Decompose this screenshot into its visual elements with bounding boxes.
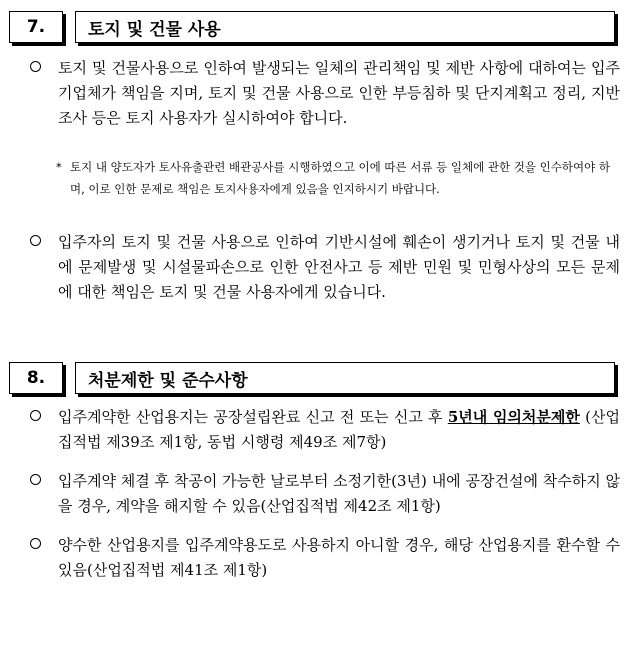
section-7-title: 토지 및 건물 사용 <box>75 11 615 43</box>
section-8-item-3-text: 양수한 산업용지를 입주계약용도로 사용하지 아니할 경우, 해당 산업용지를 환수할 수 있음(산업집적법 제41조 제1항) <box>58 536 620 579</box>
section-8-item-2 <box>30 469 620 519</box>
section-8-item-1-emphasis: 5년내 임의처분제한 <box>447 408 580 426</box>
section-7-item-2 <box>30 230 620 305</box>
asterisk-icon: * <box>56 160 62 174</box>
circle-bullet-icon <box>30 61 41 72</box>
section-7-note-text: 토지 내 양도자가 토사유출관련 배관공사를 시행하였으고 이에 따른 서류 등 일체에 관한 것을 인수하여야 하며, 이로 인한 문제로 책임은 토지사용자에게 있음을 인지하시기 바랍니다. <box>70 160 610 196</box>
section-8-item-1-text <box>58 405 620 455</box>
section-7-item-1-text: 토지 및 건물사용으로 인하여 발생되는 일체의 관리책임 및 제반 사항에 대하여는 입주기업체가 책임을 지며, 토지 및 건물 사용으로 인한 부등침하 및 단지계획고 정리, 지반조사 등은 토지 사용자가 실시하여야 합니다. <box>58 59 620 127</box>
circle-bullet-icon <box>30 410 41 421</box>
section-7-note <box>56 156 620 200</box>
section-8-item-1-lead: 입주계약한 산업용지는 공장설립완료 신고 전 또는 신고 후 <box>58 408 448 426</box>
section-8-item-2-text: 입주계약 체결 후 착공이 가능한 날로부터 소정기한(3년) 내에 공장건설에 착수하지 않을 경우, 계약을 해지할 수 있음(산업집적법 제42조 제1항) <box>58 472 620 515</box>
section-7-item-1 <box>30 56 620 131</box>
section-7-item-2-text: 입주자의 토지 및 건물 사용으로 인하여 기반시설에 훼손이 생기거나 토지 및 건물 내에 문제발생 및 시설물파손으로 인한 안전사고 등 제반 민원 및 민형사상의 모든 문제에 대한 책임은 토지 및 건물 사용자에게 있습니다. <box>58 233 620 301</box>
section-8-item-1 <box>30 405 620 455</box>
circle-bullet-icon <box>30 538 41 549</box>
circle-bullet-icon <box>30 235 41 246</box>
section-8-number: 8. <box>9 362 63 394</box>
section-8-header <box>9 362 615 396</box>
circle-bullet-icon <box>30 474 41 485</box>
section-7-header <box>9 11 615 45</box>
section-8-title: 처분제한 및 준수사항 <box>75 362 615 394</box>
section-7-number: 7. <box>9 11 63 43</box>
section-8-item-1-reference: (산업집적법 제39조 제1항, 동법 시행령 제49조 제7항) <box>58 408 620 451</box>
section-8-item-3 <box>30 533 620 583</box>
